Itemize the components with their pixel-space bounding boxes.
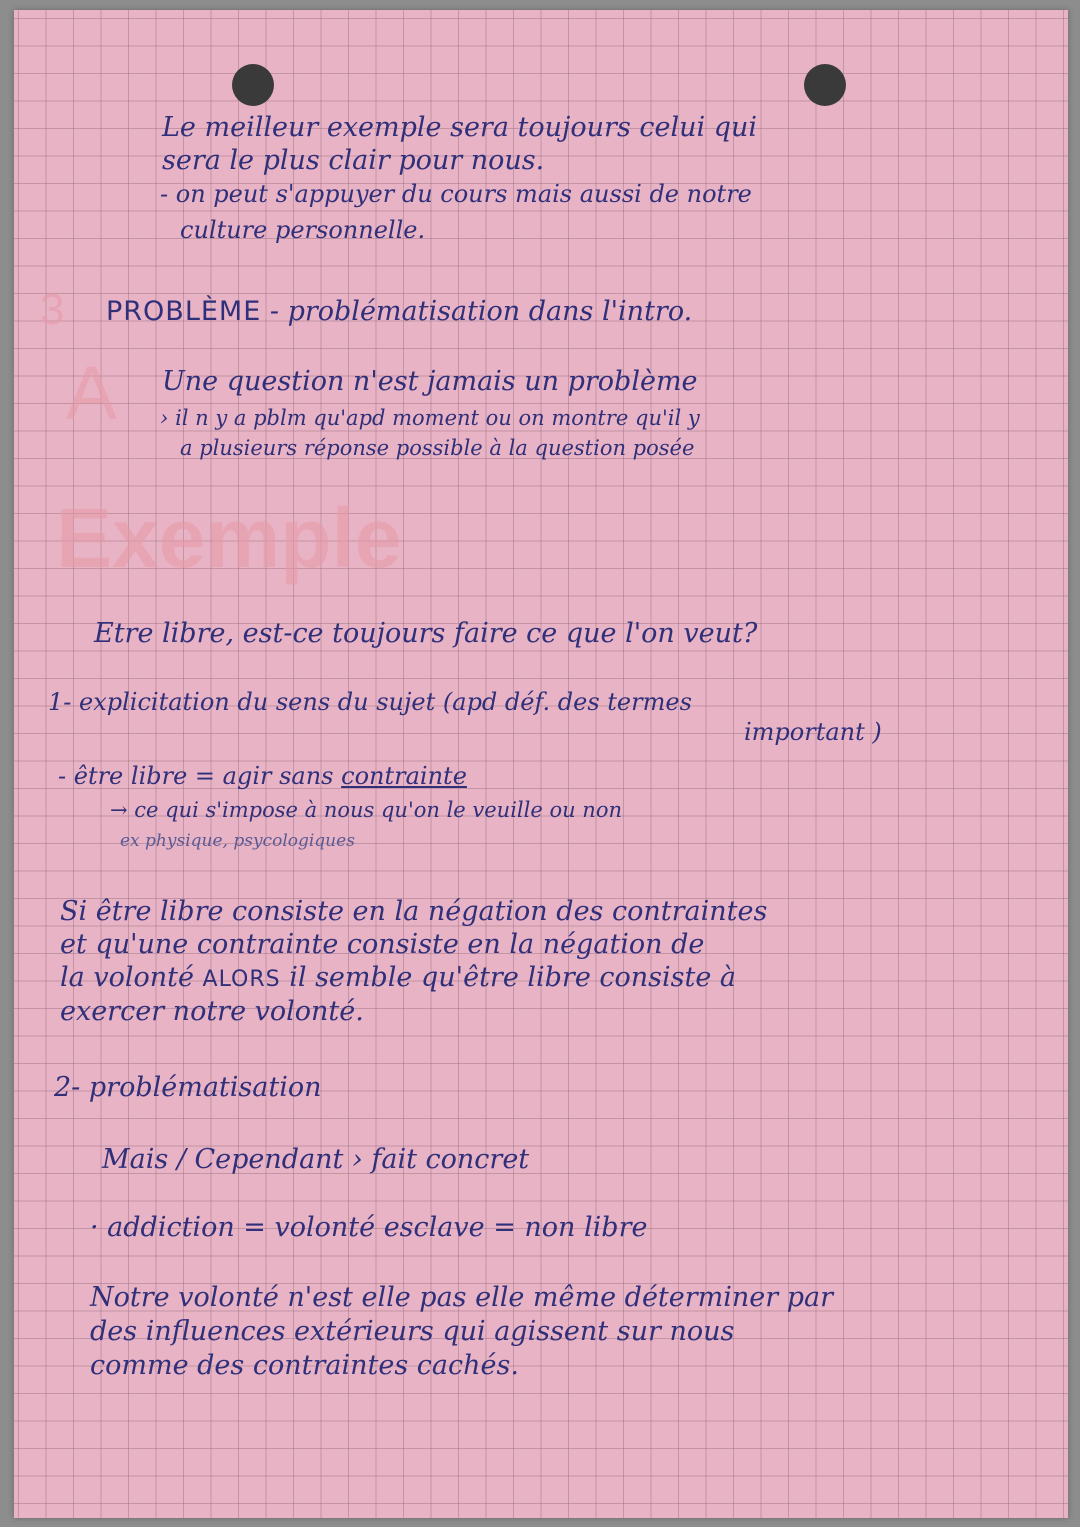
note-line-21: · addiction = volonté esclave = non libre xyxy=(90,1212,648,1243)
problem-label: PROBLÈME xyxy=(106,296,262,327)
note-line-14: ex physique, psycologiques xyxy=(120,831,355,851)
binder-hole-right xyxy=(804,64,846,106)
note-line-8: a plusieurs réponse possible à la question posée xyxy=(180,436,695,460)
note-line-20: Mais / Cependant › fait concret xyxy=(102,1144,530,1175)
conclusion-pre: la volonté xyxy=(60,962,194,993)
problem-heading-line xyxy=(106,298,692,325)
conclusion-post: il semble qu'être libre consiste à xyxy=(289,962,737,993)
note-line-15: Si être libre consiste en la négation des contraintes xyxy=(60,896,768,927)
problem-description: - problématisation dans l'intro. xyxy=(269,296,693,327)
faint-number-mark: 3 xyxy=(40,285,65,334)
faint-heading-exemple: Exemple xyxy=(56,491,402,585)
essay-question: Etre libre, est-ce toujours faire ce que l'on veut? xyxy=(94,618,758,649)
underlined-contrainte: contrainte xyxy=(341,762,467,790)
note-line-7: › il n y a pblm qu'apd moment ou on montre qu'il y xyxy=(160,406,700,430)
note-line-23: des influences extérieurs qui agissent sur nous xyxy=(90,1316,735,1347)
note-line-10: 1- explicitation du sens du sujet (apd déf. des termes xyxy=(48,688,692,716)
section-2-title: 2- problématisation xyxy=(54,1072,322,1103)
note-line-3: - on peut s'appuyer du cours mais aussi de notre xyxy=(160,180,752,208)
faint-warning-mark: A xyxy=(66,351,117,436)
note-line-16: et qu'une contrainte consiste en la négation de xyxy=(60,929,705,960)
note-line-11: important ) xyxy=(744,718,882,746)
notebook-page xyxy=(14,10,1068,1518)
note-line-22: Notre volonté n'est elle pas elle même déterminer par xyxy=(90,1282,834,1313)
conclusion-line xyxy=(60,964,736,991)
binder-hole-left xyxy=(232,64,274,106)
note-line-1: Le meilleur exemple sera toujours celui qui xyxy=(162,112,758,143)
note-line-6: Une question n'est jamais un problème xyxy=(162,366,698,397)
definition-line xyxy=(58,764,467,788)
alors-caps: ALORS xyxy=(202,967,281,992)
note-line-2: sera le plus clair pour nous. xyxy=(162,145,545,176)
definition-text: - être libre = agir sans xyxy=(58,762,334,790)
note-line-24: comme des contraintes cachés. xyxy=(90,1350,519,1381)
note-line-13: → ce qui s'impose à nous qu'on le veuille ou non xyxy=(110,798,622,822)
note-line-18: exercer notre volonté. xyxy=(60,996,364,1027)
note-line-4: culture personnelle. xyxy=(180,216,426,244)
